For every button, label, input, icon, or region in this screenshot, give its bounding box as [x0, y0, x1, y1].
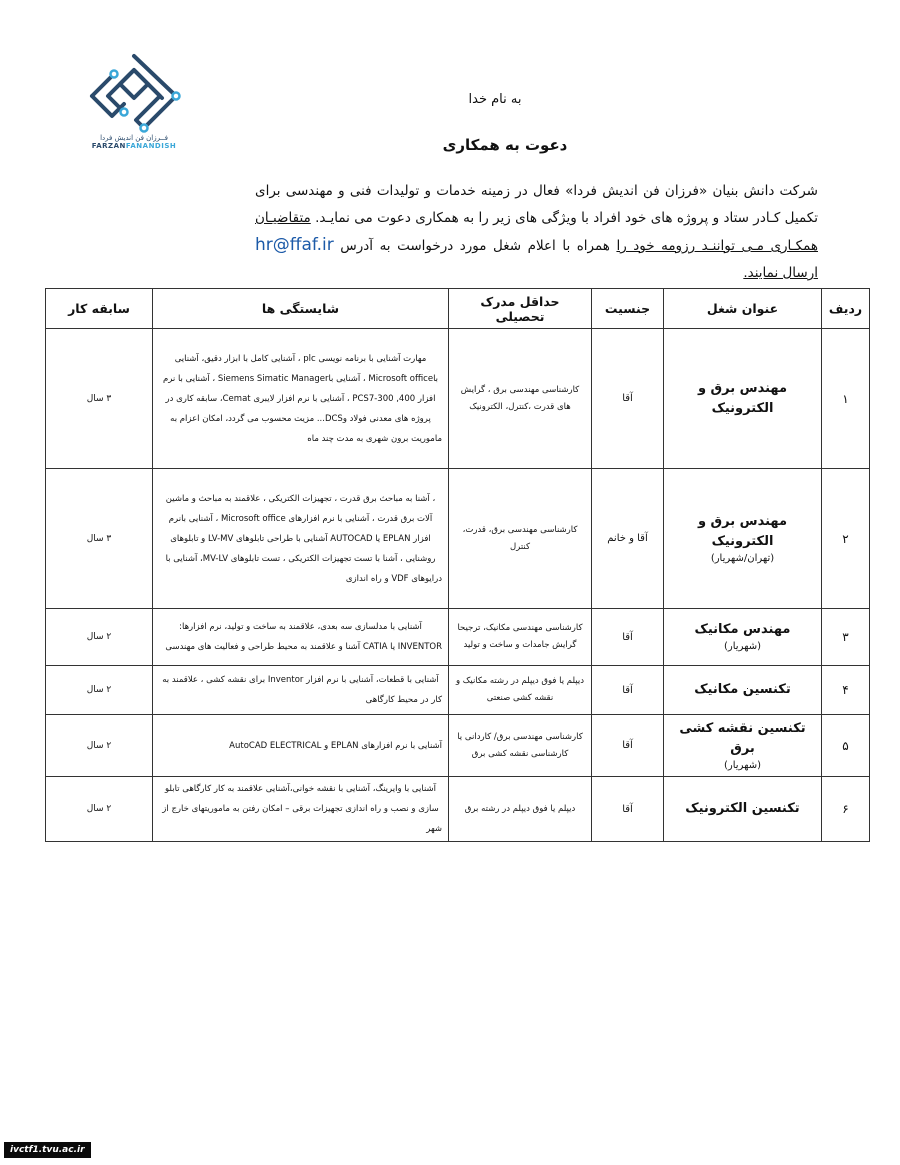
email-link[interactable]: hr@ffaf.ir	[255, 235, 334, 255]
header-row-number: ردیف	[822, 289, 870, 329]
logo-name-en-light: FANANDISH	[125, 142, 177, 150]
experience: ۲ سال	[46, 715, 153, 777]
header-job-title: عنوان شغل	[664, 289, 822, 329]
skills: آشنایی با قطعات، آشنایی با نرم افزار Inventor برای نقشه کشی ، علاقمند به کار در محیط کارگاهی	[153, 666, 449, 715]
intro-text-underlined: متقاضیـان همکـاری مـی تواننـد رزومه خود را	[255, 210, 818, 254]
degree: کارشناسی مهندسی برق/ کاردانی یا کارشناسی نقشه کشی برق	[449, 715, 592, 777]
row-number: ۴	[822, 666, 870, 715]
job-title: تکنسین نقشه کشی برق	[679, 720, 806, 756]
header-degree: حداقل مدرک تحصیلی	[449, 289, 592, 329]
skills: ، آشنا به مباحث برق قدرت ، تجهیزات الکتریکی ، علاقمند به مباحث و ماشین آلات برق قدرت ، آشنایی با نرم افزارهای Microsoft office ، آشنایی بانرم افزار EPLAN یا AUTOCAD آشنایی با طراحی تابلوهای LV-MV و تابلوهای روشنایی ، آشنا با تست تجهیزات الکتریکی ، تست تابلوهای MV-LV، آشنایی با درایوهای VDF و راه اندازی	[153, 469, 449, 609]
experience: ۳ سال	[46, 329, 153, 469]
header-gender: جنسیت	[592, 289, 664, 329]
table-row	[46, 609, 870, 666]
job-cell	[664, 777, 822, 842]
intro-text-1: شرکت دانش بنیان «فرزان فن اندیش فردا» فعال در زمینه خدمات و تولیدات فنی و مهندسی برای تکمیل کـادر ستاد و پروژه های خود افراد با ویژگی های زیر را به همکاری دعوت می نمایـد.	[255, 183, 818, 226]
job-cell	[664, 469, 822, 609]
job-cell	[664, 329, 822, 469]
degree: دیپلم یا فوق دیپلم در رشته مکانیک و نقشه کشی صنعتی	[449, 666, 592, 715]
experience: ۲ سال	[46, 666, 153, 715]
gender: آقا	[592, 777, 664, 842]
logo-name-fa: فــرزان فن اندیش فردا	[100, 134, 168, 142]
jobs-table	[45, 288, 870, 842]
gender: آقا	[592, 329, 664, 469]
job-location: (شهریار)	[724, 759, 761, 771]
degree: کارشناسی مهندسی برق ، گرایش های قدرت ،کنترل، الکترونیک	[449, 329, 592, 469]
header-experience: سابقه کار	[46, 289, 153, 329]
row-number: ۵	[822, 715, 870, 777]
job-title: مهندس مکانیک	[694, 622, 791, 637]
job-cell	[664, 666, 822, 715]
job-title: تکنسین مکانیک	[694, 682, 791, 697]
intro-text-4: ارسال نمایند.	[743, 265, 818, 281]
skills: آشنایی با نرم افزارهای EPLAN و AutoCAD ELECTRICAL	[153, 715, 449, 777]
intro-paragraph	[255, 178, 818, 287]
job-cell	[664, 715, 822, 777]
skills: آشنایی با مدلسازی سه بعدی، علاقمند به ساخت و تولید، نرم افزارها: INVENTOR یا CATIA آشنا و علاقمند به محیط طراحی و فعالیت های مهندسی	[153, 609, 449, 666]
job-cell	[664, 609, 822, 666]
intro-text-3: همراه با اعلام شغل مورد درخواست به آدرس	[333, 238, 617, 254]
degree: دیپلم یا فوق دیپلم در رشته برق	[449, 777, 592, 842]
job-location: (تهران/شهریار)	[710, 552, 775, 564]
row-number: ۲	[822, 469, 870, 609]
job-title: مهندس برق و الکترونیک	[697, 380, 788, 416]
job-location: (شهریار)	[724, 641, 761, 652]
job-title: مهندس برق و الکترونیک	[697, 513, 788, 549]
degree: کارشناسی مهندسی برق، قدرت، کنترل	[449, 469, 592, 609]
experience: ۲ سال	[46, 777, 153, 842]
experience: ۲ سال	[46, 609, 153, 666]
table-row	[46, 666, 870, 715]
row-number: ۶	[822, 777, 870, 842]
basmala: به نام خدا	[468, 92, 522, 107]
table-row	[46, 777, 870, 842]
page-title: دعوت به همکاری	[442, 136, 568, 154]
table-row	[46, 715, 870, 777]
experience: ۳ سال	[46, 469, 153, 609]
table-header-row	[46, 289, 870, 329]
logo-name-en-dark: FARZAN	[91, 142, 126, 150]
job-title: تکنسین الکترونیک	[685, 801, 800, 816]
gender: آقا	[592, 666, 664, 715]
gender: آقا	[592, 715, 664, 777]
table-row	[46, 329, 870, 469]
gender: آقا	[592, 609, 664, 666]
degree: کارشناسی مهندسی مکانیک، ترجیحا گرایش جامدات و ساخت و تولید	[449, 609, 592, 666]
row-number: ۱	[822, 329, 870, 469]
header-skills: شایستگی ها	[153, 289, 449, 329]
site-url-tag: ivctf1.tvu.ac.ir	[4, 1142, 91, 1158]
row-number: ۳	[822, 609, 870, 666]
skills: آشنایی با وایرینگ، آشنایی با نقشه خوانی،آشنایی علاقمند به کار کارگاهی تابلو سازی و نصب و راه اندازی تجهیزات برقی – امکان رفتن به ماموریتهای خارج از شهر	[153, 777, 449, 842]
skills: مهارت آشنایی با برنامه نویسی plc ، آشنایی کامل با ابزار دقیق، آشنایی باMicrosoft office ، آشنایی باSiemens Simatic Manager ، آشنایی با نرم افزار PCS7-300 ,400 ، آشنایی با نرم افزار لایبری Cemat، سابقه کاری در پروژه های معدنی فولاد وDCS... مزیت محسوب می گردد، امکان اعزام به ماموریت برون شهری به مدت چند ماه	[153, 329, 449, 469]
gender: آقا و خانم	[592, 469, 664, 609]
table-row	[46, 469, 870, 609]
